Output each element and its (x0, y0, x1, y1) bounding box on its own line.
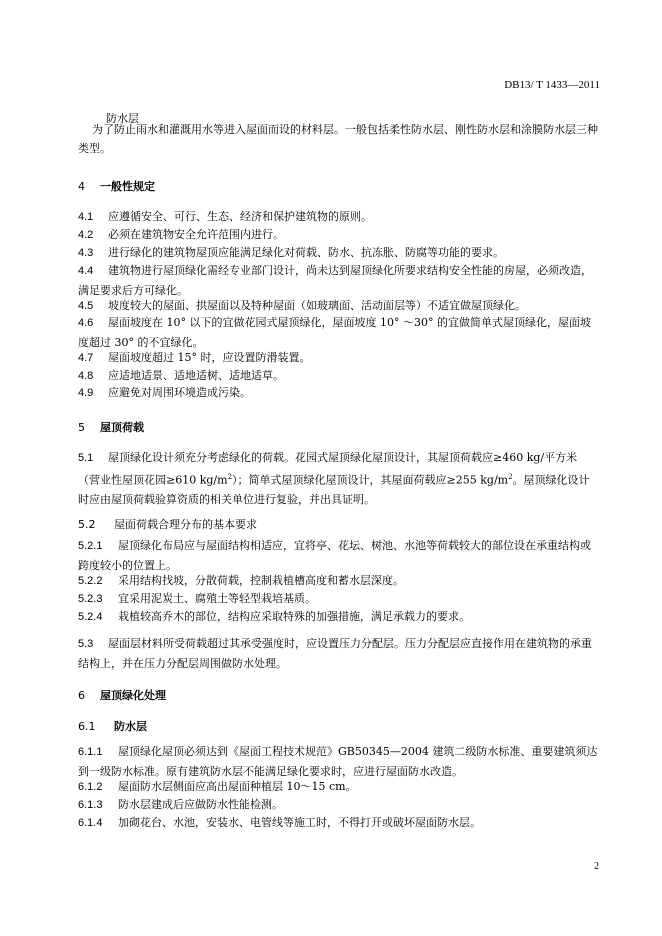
clause-5-2-1: 5.2.1 屋顶绿化布局应与屋面结构相适应，宜将亭、花坛、树池、水池等荷载较大的部位设在承重结构或跨度较小的位置上。 (78, 539, 591, 572)
clause-6-1-1: 6.1.1 屋顶绿化屋顶必须达到《屋面工程技术规范》GB50345—2004 建筑二级防水标准、重要建筑须达到一级防水标准。原有建筑防水层不能满足绿化要求时，应进行屋面防水改造。 (78, 745, 598, 778)
clause-5-2-4: 5.2.4 栽植较高乔木的部位，结构应采取特殊的加强措施，满足承载力的要求。 (78, 610, 470, 623)
clause-4-1: 4.1 应遵循安全、可行、生态、经济和保护建筑物的原则。 (78, 210, 372, 223)
clause-4-9: 4.9 应避免对周围环境造成污染。 (78, 386, 251, 399)
clause-4-7: 4.7 屋面坡度超过 15° 时，应设置防滑装置。 (78, 351, 311, 364)
term-definition: 为了防止雨水和灌溉用水等进入屋面而设的材料层。一般包括柔性防水层、刚性防水层和涂膜防水层三种类型。 (78, 123, 598, 155)
section-4-heading (78, 178, 155, 194)
clause-5-3: 5.3 屋面层材料所受荷载超过其承受强度时，应设置压力分配层。压力分配层应直接作用在建筑物的承重结构上，并在压力分配层周围做防水处理。 (78, 637, 592, 670)
clause-5-1: 5.1 屋顶绿化设计须充分考虑绿化的荷载。花园式屋顶绿化屋顶设计，其屋顶荷载应≥460 kg/平方米（营业性屋顶花园≥610 $kg/m^2$）；简单式屋顶绿化屋顶设计，其屋面荷载应≥255 $kg/m^2$。屋顶绿化设计时应由屋顶荷载验算资质的相关单位进行复验，并出具证明。 (78, 451, 590, 506)
clause-4-5: 4.5 坡度较大的屋面、拱屋面以及特种屋面（如玻璃面、活动面层等）不适宜做屋顶绿化。 (78, 299, 526, 312)
clause-4-8: 4.8 应适地适景、适地适树、适地适草。 (78, 369, 284, 382)
clause-5-2-3: 5.2.3 宜采用泥炭土、腐殖土等轻型栽培基质。 (78, 592, 316, 605)
section-title: 一般性规定 (100, 180, 155, 193)
section-number: 4 (78, 180, 85, 193)
clause-4-6: 4.6 屋面坡度在 10° 以下的宜做花园式屋顶绿化，屋面坡度 10° ～30° 的宜做简单式屋顶绿化，屋面坡度超过 30° 的不宜绿化。 (78, 316, 591, 349)
term-title: 防水层 (106, 112, 139, 125)
clause-6-1-4: 6.1.4 加砌花台、水池，安装水、电管线等施工时，不得打开或破坏屋面防水层。 (78, 816, 481, 829)
clause-4-4: 4.4 建筑物进行屋顶绿化需经专业部门设计，尚未达到屋顶绿化所要求结构安全性能的房屋，必须改造，满足要求后方可绿化。 (78, 264, 592, 297)
clause-6-1-2: 6.1.2 屋面防水层侧面应高出屋面种植层 10～15 cm。 (78, 780, 357, 793)
page-number: 2 (594, 861, 599, 872)
clause-4-3: 4.3 进行绿化的建筑物屋顶应能满足绿化对荷载、防水、抗冻胀、防腐等功能的要求。 (78, 246, 504, 259)
clause-5-2-2: 5.2.2 采用结构找坡，分散荷载，控制栽植槽高度和蓄水层深度。 (78, 574, 404, 587)
document-code: DB13/ T 1433—2011 (504, 79, 600, 91)
subsection-5-2-heading: 5.2 屋面荷载合理分布的基本要求 (78, 518, 257, 531)
clause-4-2: 4.2 必须在建筑物安全允许范围内进行。 (78, 228, 284, 241)
subsection-6-1-heading: 6.1 防水层 (78, 720, 147, 733)
section-6-heading: 6 屋顶绿化处理 (78, 689, 166, 702)
clause-6-1-3: 6.1.3 防水层建成后应做防水性能检测。 (78, 798, 283, 811)
section-5-heading: 5 屋顶荷载 (78, 421, 144, 434)
